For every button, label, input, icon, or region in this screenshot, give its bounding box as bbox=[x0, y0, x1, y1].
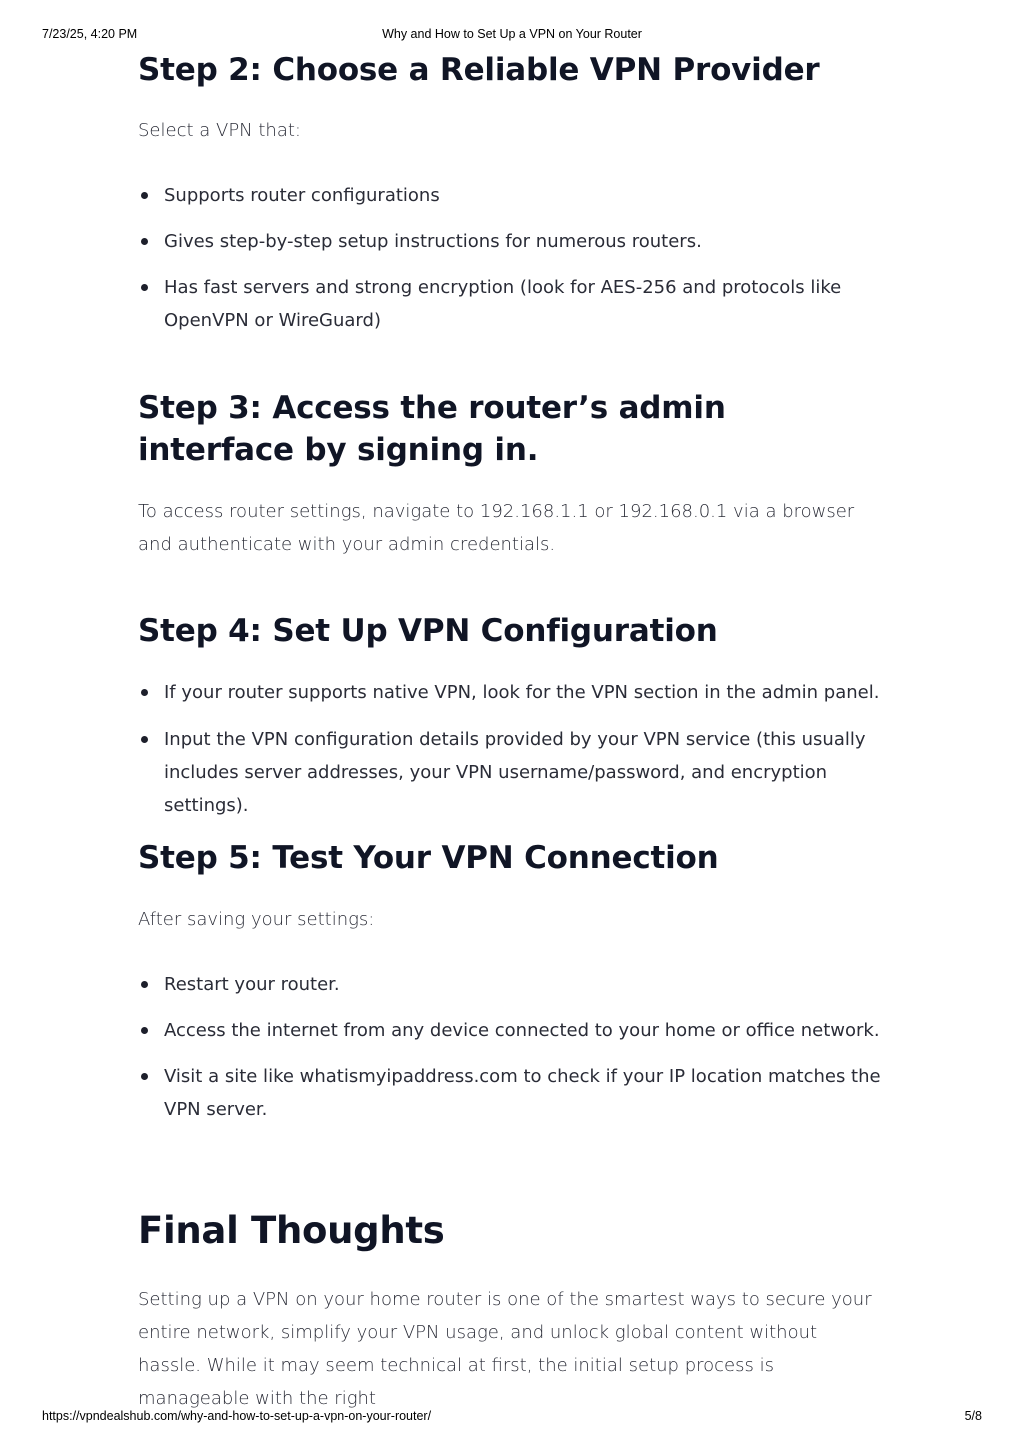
step4-bullet-2: Input the VPN configuration details provided by your VPN service (this usually includes server addresses, your VPN username/password, and encryption settings). bbox=[138, 723, 883, 822]
step3-heading: Step 3: Access the router’s admin interface by signing in. bbox=[138, 390, 726, 468]
step2-intro: Select a VPN that: bbox=[138, 120, 301, 141]
step2-bullet-2: Gives step-by-step setup instructions for numerous routers. bbox=[138, 225, 883, 258]
step5-heading: Step 5: Test Your VPN Connection bbox=[138, 840, 719, 876]
print-url: https://vpndealshub.com/why-and-how-to-set-up-a-vpn-on-your-router/ bbox=[42, 1409, 432, 1423]
print-page-title: Why and How to Set Up a VPN on Your Router bbox=[382, 27, 642, 41]
step3-body: To access router settings, navigate to 192.168.1.1 or 192.168.0.1 via a browser and authenticate with your admin credentials. bbox=[138, 501, 855, 555]
print-date: 7/23/25, 4:20 PM bbox=[42, 27, 138, 41]
step2-bullet-3: Has fast servers and strong encryption (look for AES-256 and protocols like OpenVPN or WireGuard) bbox=[138, 271, 883, 337]
final-thoughts-heading: Final Thoughts bbox=[138, 1209, 445, 1252]
step2-heading: Step 2: Choose a Reliable VPN Provider bbox=[138, 52, 820, 88]
page-number: 5/8 bbox=[964, 1409, 982, 1423]
step5-intro: After saving your settings: bbox=[138, 909, 375, 930]
step5-bullet-1: Restart your router. bbox=[138, 968, 883, 1001]
step4-bullet-1: If your router supports native VPN, look for the VPN section in the admin panel. bbox=[138, 676, 883, 709]
final-thoughts-body: Setting up a VPN on your home router is one of the smartest ways to secure your entire network, simplify your VPN usage, and unlock global content without hassle. While it may seem technical at first, the initial setup process is manageable with the right bbox=[138, 1289, 872, 1409]
step2-bullet-1: Supports router configurations bbox=[138, 179, 883, 212]
step4-heading: Step 4: Set Up VPN Configuration bbox=[138, 613, 718, 649]
step5-bullet-3: Visit a site like whatismyipaddress.com to check if your IP location matches the VPN server. bbox=[138, 1060, 883, 1126]
step5-bullet-2: Access the internet from any device connected to your home or office network. bbox=[138, 1014, 883, 1047]
